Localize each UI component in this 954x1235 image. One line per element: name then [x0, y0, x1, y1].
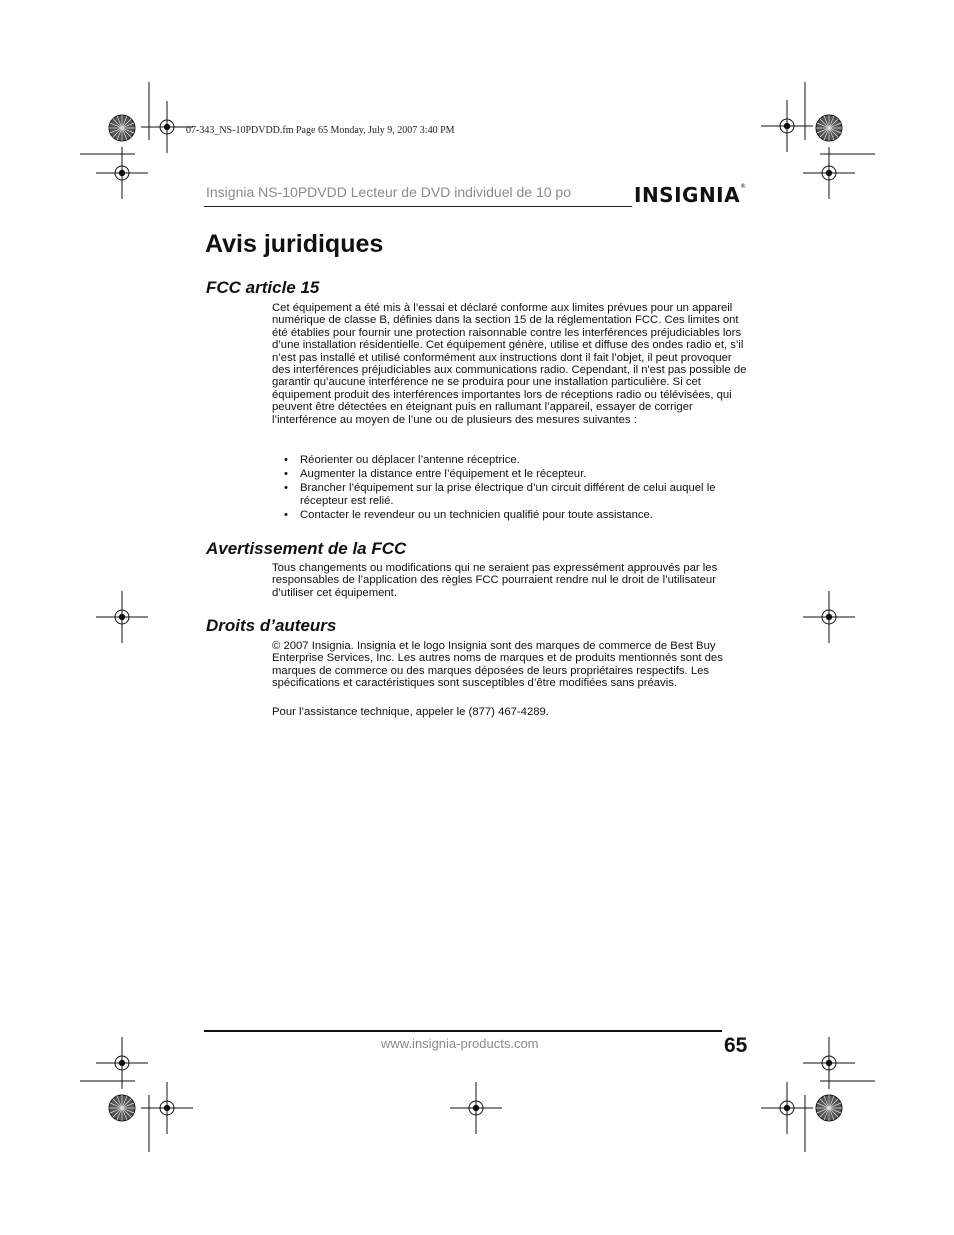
section-heading-fcc-15: FCC article 15	[206, 278, 320, 297]
header-rule	[204, 206, 632, 207]
bullet-icon: •	[284, 468, 288, 481]
list-item	[272, 482, 748, 507]
logo-text: INSIGNIA	[634, 183, 741, 207]
bullet-icon: •	[284, 482, 288, 495]
section-heading-copyright: Droits d’auteurs	[206, 616, 337, 635]
fcc-15-paragraph: Cet équipement a été mis à l’essai et déclaré conforme aux limites prévues pour un appareil numérique de classe B, définies dans la section 15 de la réglementation FCC. Ces limites ont été établies pour fournir une protection raisonnable contre les interférences préjudiciables lors d’une installation résidentielle. Cet équipement génère, utilise et diffuse des ondes radio et, s’il n’est pas installé et utilisé conformément aux instructions dont il fait l’objet, il peut provoquer des interférences préjudiciables aux communications radio. Cependant, il n'est pas possible de garantir qu’aucune interférence ne se produira pour une installation particulière. Si cet équipement produit des interférences importantes lors de réceptions radio ou télévisées, qui peuvent être détectées en éteignant puis en rallumant l’appareil, essayer de corriger l’interférence au moyen de l’une ou de plusieurs des mesures suivantes :	[272, 302, 747, 426]
list-item-text: Contacter le revendeur ou un technicien qualifié pour toute assistance.	[300, 509, 653, 522]
fcc-warning-paragraph: Tous changements ou modifications qui ne seraient pas expressément approuvés par les responsables de l’application des règles FCC pourraient rendre nul le droit de l’utilisateur d’utiliser cet équipement.	[272, 562, 718, 599]
section-heading-fcc-warning: Avertissement de la FCC	[206, 539, 407, 558]
list-item-text: Réorienter ou déplacer l’antenne réceptrice.	[300, 454, 520, 466]
bullet-icon: •	[284, 509, 288, 522]
footer-rule	[204, 1030, 722, 1032]
logo-trademark: ®	[740, 183, 747, 190]
list-item	[272, 468, 748, 480]
list-item	[272, 509, 748, 521]
insignia-logo	[634, 183, 747, 207]
running-header-title: Insignia NS-10PDVDD Lecteur de DVD individuel de 10 po	[206, 184, 571, 200]
list-item-text: Brancher l’équipement sur la prise électrique d’un circuit différent de celui auquel le récepteur est relié.	[300, 482, 716, 507]
bullet-icon: •	[284, 454, 288, 466]
list-item	[272, 454, 748, 466]
page-title: Avis juridiques	[205, 230, 384, 258]
copyright-paragraph: © 2007 Insignia. Insignia et le logo Insignia sont des marques de commerce de Best Buy Enterprise Services, Inc. Les autres noms de marques et de produits mentionnés sont des marques de commerce ou des marques déposées de leurs propriétaires respectifs. Les spécifications et caractéristiques sont susceptibles d’être modifiées sans préavis.	[272, 640, 723, 690]
footer-url: www.insignia-products.com	[381, 1036, 539, 1051]
interference-measures-list	[272, 454, 748, 523]
page-number: 65	[724, 1034, 748, 1057]
file-slug: 07-343_NS-10PDVDD.fm Page 65 Monday, July 9, 2007 3:40 PM	[186, 125, 455, 136]
list-item-text: Augmenter la distance entre l’équipement et le récepteur.	[300, 468, 587, 481]
support-phone-paragraph: Pour l’assistance technique, appeler le (877) 467-4289.	[272, 706, 549, 718]
